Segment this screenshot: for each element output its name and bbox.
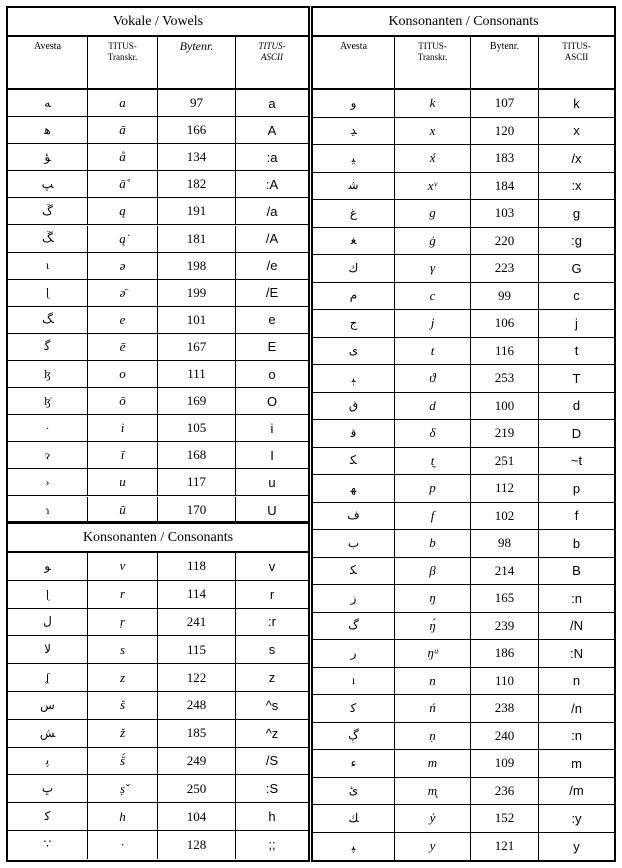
table-row	[8, 609, 308, 637]
transcription: β	[395, 558, 471, 585]
byte-number: 112	[471, 475, 539, 502]
header-transkr: TITUS- Transkr.	[395, 37, 471, 88]
transcription: ē	[88, 334, 158, 360]
transcription: š	[88, 692, 158, 719]
byte-number: 122	[158, 664, 236, 691]
titus-ascii: /E	[265, 285, 279, 301]
avesta-glyph: ﯿ	[313, 145, 395, 172]
transcription: x	[395, 118, 471, 145]
avesta-glyph: ﮚ	[8, 198, 88, 224]
avesta-glyph: ﮃ	[313, 118, 395, 145]
table-row	[8, 636, 308, 664]
byte-number: 114	[158, 581, 236, 608]
table-row	[8, 775, 308, 803]
byte-number: 121	[471, 833, 539, 861]
table-row	[313, 420, 614, 448]
transcription: ṛ	[88, 609, 158, 636]
avesta-glyph: ﻚ	[313, 805, 395, 832]
transcription: ā	[88, 117, 158, 143]
table-row	[313, 668, 614, 696]
transcription: a	[88, 90, 158, 116]
header-ascii: TITUS- ASCII	[258, 41, 286, 62]
table-row	[313, 228, 614, 256]
avesta-glyph: ﻑ	[313, 503, 395, 530]
table-row	[8, 748, 308, 776]
avesta-glyph: ﻙ	[313, 255, 395, 282]
table-row	[8, 253, 308, 280]
byte-number: 223	[471, 255, 539, 282]
byte-number: 214	[471, 558, 539, 585]
transcription: z	[88, 664, 158, 691]
transcription: t̰	[395, 448, 471, 475]
titus-ascii: :S	[265, 781, 279, 797]
avesta-glyph: ﻍ	[313, 200, 395, 227]
titus-ascii: k	[573, 95, 580, 111]
byte-number: 250	[158, 775, 236, 802]
titus-ascii: :y	[571, 810, 582, 826]
titus-ascii: A	[267, 122, 277, 138]
table-row	[8, 692, 308, 720]
avesta-glyph: ﺶ	[8, 720, 88, 747]
table-row	[8, 334, 308, 361]
table-row	[313, 310, 614, 338]
table-row	[8, 388, 308, 415]
avesta-glyph: ·	[8, 415, 88, 441]
table-row	[8, 664, 308, 692]
byte-number: 166	[158, 117, 236, 143]
transcription: v	[88, 553, 158, 580]
header-avesta: Avesta	[8, 37, 88, 88]
avesta-glyph: ﻯ	[313, 338, 395, 365]
table-row	[8, 280, 308, 307]
titus-ascii: a	[268, 95, 276, 111]
avesta-glyph: ﺏ	[313, 530, 395, 557]
transcription: c	[395, 283, 471, 310]
consonants-right-panel	[311, 6, 616, 862]
header-bytenr: Bytenr.	[471, 37, 539, 88]
titus-ascii: i	[270, 420, 274, 436]
avesta-glyph: ﻮ	[8, 553, 88, 580]
transcription: ą̇	[88, 226, 158, 252]
byte-number: 100	[471, 393, 539, 420]
byte-number: 238	[471, 695, 539, 722]
avesta-glyph: ﮭ	[313, 475, 395, 502]
byte-number: 118	[158, 553, 236, 580]
header-bytenr: Bytenr.	[158, 37, 236, 88]
table-row	[8, 831, 308, 859]
avesta-glyph: ﻻ	[8, 636, 88, 663]
avesta-glyph: ﮐ	[8, 803, 88, 830]
titus-ascii: n	[572, 673, 581, 689]
titus-ascii: /S	[265, 753, 279, 769]
titus-ascii: f	[574, 508, 579, 524]
table-row	[8, 90, 308, 117]
transcription: ī	[88, 442, 158, 468]
consonants-right-title: Konsonanten / Consonants	[313, 8, 614, 37]
header-avesta: Avesta	[313, 37, 395, 88]
transcription: ŋᵘ	[395, 640, 471, 667]
titus-ascii: I	[270, 447, 274, 463]
table-row	[8, 581, 308, 609]
transcription: x́	[395, 145, 471, 172]
byte-number: 199	[158, 280, 236, 306]
table-row	[313, 778, 614, 806]
titus-ascii: D	[571, 425, 582, 441]
byte-number: 183	[471, 145, 539, 172]
titus-ascii: e	[268, 312, 276, 328]
titus-ascii: E	[267, 339, 277, 355]
titus-ascii: O	[266, 393, 278, 409]
avesta-glyph: ∵	[8, 831, 88, 859]
byte-number: 152	[471, 805, 539, 832]
byte-number: 241	[158, 609, 236, 636]
transcription: ·	[88, 831, 158, 859]
titus-ascii: :r	[268, 614, 276, 630]
byte-number: 249	[158, 748, 236, 775]
titus-ascii: s	[268, 642, 276, 658]
byte-number: 219	[471, 420, 539, 447]
transcription: r	[88, 581, 158, 608]
titus-ascii: u	[268, 474, 276, 490]
byte-number: 186	[471, 640, 539, 667]
titus-ascii: t	[574, 343, 579, 359]
titus-ascii: v	[268, 558, 276, 574]
consonants-left-panel	[6, 522, 310, 862]
byte-number: 109	[471, 750, 539, 777]
titus-ascii: j	[575, 315, 578, 331]
avesta-glyph: ﻐ	[313, 228, 395, 255]
avesta-glyph: ﻜ	[313, 448, 395, 475]
avesta-glyph: ɭ	[8, 581, 88, 608]
table-row	[313, 393, 614, 421]
table-row	[313, 365, 614, 393]
transcription: o	[88, 361, 158, 387]
byte-number: 251	[471, 448, 539, 475]
byte-number: 134	[158, 144, 236, 170]
titus-ascii: T	[572, 370, 581, 386]
byte-number: 181	[158, 226, 236, 252]
titus-ascii: :n	[571, 590, 582, 606]
titus-ascii: ^z	[265, 725, 279, 741]
byte-number: 103	[471, 200, 539, 227]
transcription: h	[88, 803, 158, 830]
avesta-glyph: ﮓ	[8, 307, 88, 333]
table-row	[313, 585, 614, 613]
table-row	[8, 171, 308, 198]
table-row	[8, 144, 308, 171]
titus-ascii: ~t	[570, 453, 583, 469]
byte-number: 240	[471, 723, 539, 750]
avesta-glyph: ﻫ	[8, 117, 88, 143]
byte-number: 167	[158, 334, 236, 360]
byte-number: 248	[158, 692, 236, 719]
avesta-glyph: ɂ	[8, 442, 88, 468]
titus-ascii: y	[573, 838, 580, 854]
titus-ascii: m	[571, 755, 582, 771]
byte-number: 105	[158, 415, 236, 441]
avesta-glyph: ﮛ	[8, 226, 88, 252]
titus-ascii: o	[268, 366, 276, 382]
transcription: ō	[88, 388, 158, 414]
titus-ascii: /e	[266, 258, 278, 274]
transcription: ə	[88, 253, 158, 279]
avesta-glyph: ﮖ	[313, 723, 395, 750]
avesta-glyph: ɮ̇	[8, 388, 88, 414]
transcription: ġ	[395, 228, 471, 255]
transcription: d	[395, 393, 471, 420]
avesta-glyph: ﻛ	[313, 695, 395, 722]
byte-number: 106	[471, 310, 539, 337]
avesta-glyph: ﺀ	[313, 750, 395, 777]
titus-ascii: :N	[570, 645, 583, 661]
transcription: ŋ́	[395, 613, 471, 640]
transcription: ŋ	[395, 585, 471, 612]
table-row	[313, 200, 614, 228]
avesta-glyph: ﻝ	[8, 609, 88, 636]
avesta-glyph: ʆ	[8, 664, 88, 691]
titus-ascii: :A	[265, 176, 279, 192]
transcription: j	[395, 310, 471, 337]
byte-number: 97	[158, 90, 236, 116]
table-row	[313, 805, 614, 833]
avesta-glyph: ɮ	[8, 361, 88, 387]
titus-ascii: ;;	[268, 837, 276, 853]
table-row	[313, 118, 614, 146]
transcription: δ	[395, 420, 471, 447]
transcription: ẏ	[395, 805, 471, 832]
table-row	[8, 803, 308, 831]
table-row	[8, 415, 308, 442]
titus-ascii: x	[573, 123, 580, 139]
titus-ascii: r	[269, 586, 275, 602]
byte-number: 101	[158, 307, 236, 333]
titus-ascii: /m	[569, 783, 584, 799]
avesta-glyph: ﮒ	[313, 613, 395, 640]
byte-number: 236	[471, 778, 539, 805]
table-row	[313, 723, 614, 751]
transcription: å	[88, 144, 158, 170]
avesta-glyph: ›	[8, 469, 88, 495]
byte-number: 198	[158, 253, 236, 279]
table-row	[313, 750, 614, 778]
titus-ascii: /a	[266, 203, 278, 219]
byte-number: 107	[471, 90, 539, 117]
avesta-glyph: ﺆ	[8, 144, 88, 170]
transcription: ą	[88, 198, 158, 224]
byte-number: 98	[471, 530, 539, 557]
avesta-glyph: ɿ	[8, 497, 88, 524]
avesta-glyph: ﺷ	[313, 173, 395, 200]
titus-ascii: :g	[571, 233, 582, 249]
titus-ascii: :a	[266, 149, 278, 165]
byte-number: 169	[158, 388, 236, 414]
header-ascii: TITUS- ASCII	[562, 41, 591, 62]
avesta-glyph: ﺱ	[8, 692, 88, 719]
byte-number: 120	[471, 118, 539, 145]
transcription: ā̊	[88, 171, 158, 197]
table-row	[313, 90, 614, 118]
titus-ascii: h	[268, 809, 276, 825]
titus-ascii: /N	[570, 618, 583, 634]
transcription: b	[395, 530, 471, 557]
transcription: e	[88, 307, 158, 333]
byte-number: 104	[158, 803, 236, 830]
byte-number: 110	[471, 668, 539, 695]
transcription: u	[88, 469, 158, 495]
titus-ascii: p	[572, 480, 581, 496]
table-row	[313, 173, 614, 201]
table-row	[313, 338, 614, 366]
transcription: f	[395, 503, 471, 530]
titus-ascii: :x	[571, 178, 582, 194]
titus-ascii: c	[573, 288, 580, 304]
avesta-glyph: ﮑ	[313, 558, 395, 585]
table-row	[8, 117, 308, 144]
vowels-header	[8, 37, 308, 90]
titus-ascii: d	[572, 398, 581, 414]
transcription: p	[395, 475, 471, 502]
avesta-glyph: ﺝ	[313, 310, 395, 337]
byte-number: 165	[471, 585, 539, 612]
transcription: ṣ̌	[88, 775, 158, 802]
transcription: m̨	[395, 778, 471, 805]
transcription: š́	[88, 748, 158, 775]
transcription: n	[395, 668, 471, 695]
table-row	[313, 145, 614, 173]
vowels-title: Vokale / Vowels	[8, 8, 308, 37]
transcription: s	[88, 636, 158, 663]
byte-number: 170	[158, 497, 236, 524]
transcription: ū	[88, 497, 158, 524]
table-row	[8, 720, 308, 748]
transcription: t	[395, 338, 471, 365]
transcription: k	[395, 90, 471, 117]
byte-number: 115	[158, 636, 236, 663]
consonants-header	[313, 37, 614, 90]
header-transkr: TITUS- Transkr.	[88, 37, 158, 88]
titus-ascii: g	[572, 205, 581, 221]
table-row	[313, 640, 614, 668]
avesta-glyph: ɩ	[8, 253, 88, 279]
avesta-glyph: ﭘ	[8, 748, 88, 775]
table-row	[313, 833, 614, 861]
table-row	[313, 503, 614, 531]
titus-ascii: /x	[571, 150, 582, 166]
byte-number: 220	[471, 228, 539, 255]
titus-ascii: U	[267, 502, 277, 518]
transcription: g	[395, 200, 471, 227]
byte-number: 111	[158, 361, 236, 387]
byte-number: 191	[158, 198, 236, 224]
table-row	[8, 361, 308, 388]
titus-ascii: G	[571, 260, 582, 276]
table-row	[8, 307, 308, 334]
transcription: xᵛ	[395, 173, 471, 200]
table-row	[313, 558, 614, 586]
avesta-glyph: ﭙ	[313, 833, 395, 861]
avesta-glyph: ﻗ	[313, 420, 395, 447]
avesta-glyph: ı	[313, 668, 395, 695]
avesta-glyph: ﻕ	[313, 393, 395, 420]
table-row	[313, 695, 614, 723]
avesta-glyph: ﻭ	[313, 90, 395, 117]
byte-number: 184	[471, 173, 539, 200]
byte-number: 239	[471, 613, 539, 640]
avesta-glyph: ﻪ	[8, 90, 88, 116]
titus-ascii: z	[268, 670, 276, 686]
byte-number: 128	[158, 831, 236, 859]
avesta-glyph: ﺯ	[313, 585, 395, 612]
table-row	[313, 613, 614, 641]
transcription: i	[88, 415, 158, 441]
transcription: y	[395, 833, 471, 861]
avesta-glyph: ﻡ	[313, 283, 395, 310]
byte-number: 99	[471, 283, 539, 310]
vowels-panel	[6, 6, 310, 523]
transcription: ṇ	[395, 723, 471, 750]
transcription: ń	[395, 695, 471, 722]
table-row	[8, 198, 308, 225]
byte-number: 102	[471, 503, 539, 530]
avesta-glyph: ﭗ	[8, 171, 88, 197]
transcription: ϑ	[395, 365, 471, 392]
table-row	[8, 497, 308, 524]
transcription: ə̄	[88, 280, 158, 306]
transcription: γ	[395, 255, 471, 282]
titus-ascii: /n	[571, 700, 582, 716]
table-row	[8, 469, 308, 496]
titus-ascii: :n	[571, 728, 582, 744]
byte-number: 117	[158, 469, 236, 495]
table-row	[8, 226, 308, 253]
avesta-glyph: ﭚ	[8, 775, 88, 802]
table-row	[8, 442, 308, 469]
table-row	[313, 530, 614, 558]
byte-number: 185	[158, 720, 236, 747]
transcription: m	[395, 750, 471, 777]
avesta-glyph: ﮔ	[8, 334, 88, 360]
byte-number: 116	[471, 338, 539, 365]
titus-ascii: /A	[265, 231, 279, 247]
table-row	[313, 283, 614, 311]
titus-ascii: B	[572, 563, 581, 579]
byte-number: 253	[471, 365, 539, 392]
avesta-glyph: ɭ	[8, 280, 88, 306]
transcription: ž	[88, 720, 158, 747]
table-row	[313, 448, 614, 476]
avesta-glyph: ﺉ	[313, 778, 395, 805]
avesta-glyph: ﺭ	[313, 640, 395, 667]
table-row	[313, 255, 614, 283]
titus-ascii: ^s	[265, 697, 279, 713]
consonants-left-title: Konsonanten / Consonants	[8, 524, 308, 553]
avesta-glyph: ﯧ	[313, 365, 395, 392]
table-row	[313, 475, 614, 503]
byte-number: 182	[158, 171, 236, 197]
titus-ascii: b	[572, 535, 581, 551]
table-row	[8, 553, 308, 581]
byte-number: 168	[158, 442, 236, 468]
